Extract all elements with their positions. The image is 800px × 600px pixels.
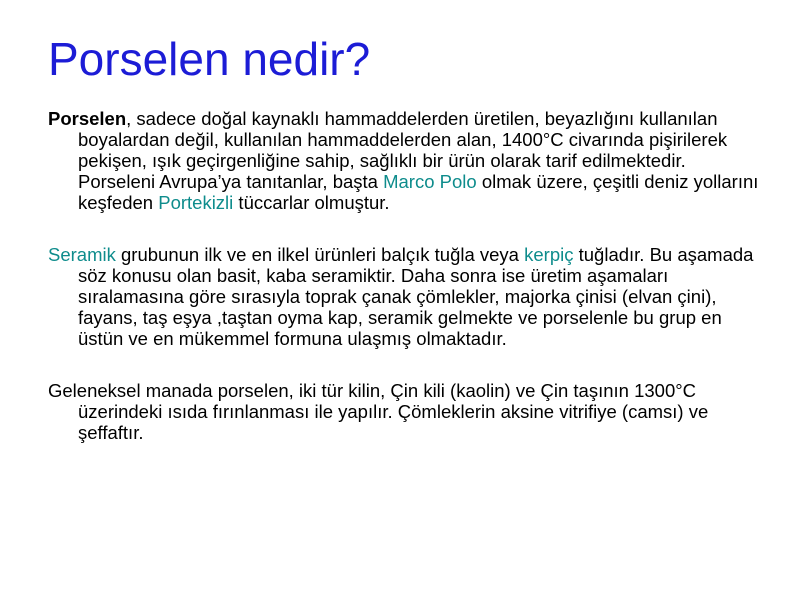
- slide-title: Porselen nedir?: [48, 33, 371, 85]
- paragraph-text: tüccarlar olmuştur.: [233, 192, 390, 213]
- paragraph-geleneksel: Geleneksel manada porselen, iki tür kilin, Çin kili (kaolin) ve Çin taşının 1300°C üzerindeki ısıda fırınlanması ile yapılır. Çömleklerin aksine vitrifiye (camsı) ve şeffaftır.: [48, 380, 709, 443]
- slide-body: [48, 108, 760, 474]
- paragraph-text: grubunun ilk ve en ilkel ürünleri balçık tuğla veya: [115, 244, 525, 265]
- link-marco-polo[interactable]: Marco Polo: [383, 171, 477, 192]
- link-kerpic[interactable]: kerpiç: [524, 244, 574, 265]
- paragraph-porselen: [48, 108, 760, 213]
- term-porselen: Porselen: [48, 108, 127, 129]
- paragraph-seramik: [48, 244, 760, 349]
- paragraph-text: , sadece doğal kaynaklı hammaddelerden üretilen, beyazlığını kullanılan boyalardan değil, kullanılan hammaddelerden alan, 1400°C civarında pişirilerek pekişen, ışık geçirgenliğine sahip, sağlıklı bir ürün olarak tarif edilmektedir. Porseleni Avrupa’ya tanıtanlar, başta: [78, 108, 728, 192]
- link-seramik[interactable]: Seramik: [48, 244, 116, 265]
- link-portekizli[interactable]: Portekizli: [158, 192, 234, 213]
- paragraph-text: tuğladır. Bu aşamada söz konusu olan basit, kaba seramiktir. Daha sonra ise üretim aşamaları sıralamasına göre sırasıyla toprak çanak çömlekler, majorka çinisi (elvan çini), fayans, taş eşya ,taştan oyma kap, seramik gelmekte ve porselenle bu grup en üstün ve en mükemmel formuna ulaşmış olmaktadır.: [78, 244, 754, 349]
- paragraph-text: olmak üzere, çeşitli deniz yollarını keşfeden: [78, 171, 759, 213]
